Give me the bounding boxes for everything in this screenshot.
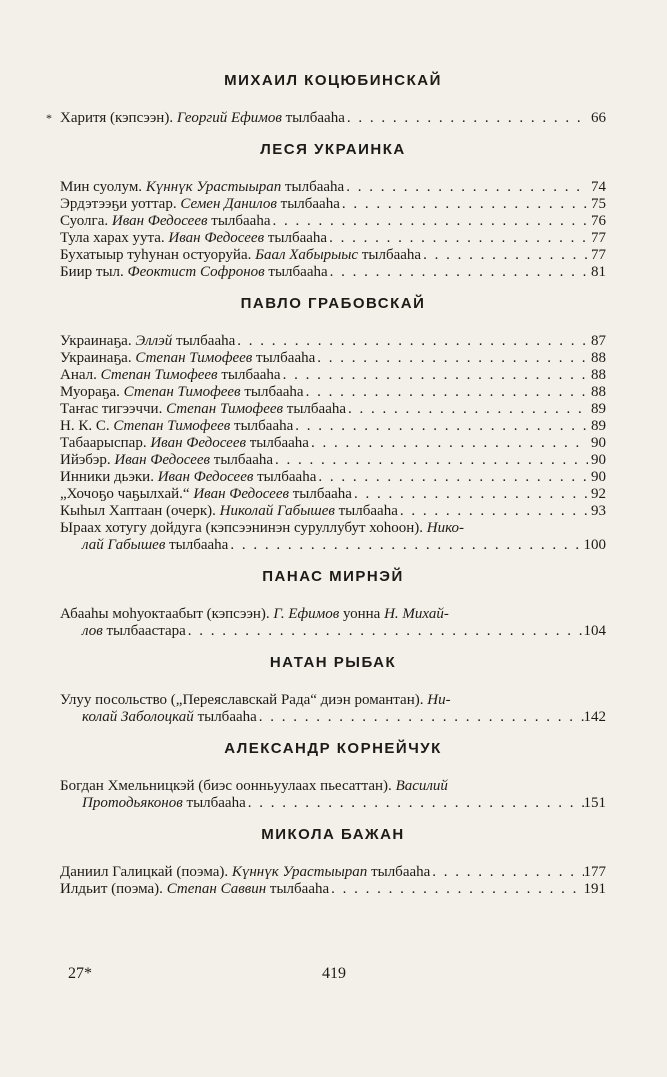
dot-leader bbox=[293, 418, 588, 435]
entry-text bbox=[60, 469, 316, 486]
toc-entry bbox=[60, 881, 606, 898]
dot-leader bbox=[315, 350, 588, 367]
entry-title: Улуу посольство („Переяславскай Рада“ диэн романтан). bbox=[60, 692, 424, 708]
entry-translator: Ни- bbox=[427, 692, 451, 708]
entry-last-line bbox=[60, 623, 606, 640]
entry-suffix: тылбааһа bbox=[269, 881, 330, 897]
dot-leader bbox=[309, 435, 588, 452]
entry-suffix: тылбааһа bbox=[244, 384, 304, 400]
toc-section bbox=[60, 740, 606, 812]
entry-text bbox=[60, 384, 304, 401]
entry-last-line bbox=[60, 795, 606, 812]
toc-entry bbox=[60, 401, 606, 418]
entry-title: Табаарыспар. bbox=[60, 435, 147, 451]
dot-leader bbox=[340, 196, 588, 213]
entry-text bbox=[60, 213, 271, 230]
dot-leader bbox=[328, 264, 588, 281]
entry-page: 100 bbox=[583, 537, 606, 553]
entry-line bbox=[60, 486, 606, 503]
entry-line bbox=[60, 384, 606, 401]
entry-suffix: тылбааһа bbox=[257, 469, 317, 485]
entry-title: Суолга. bbox=[60, 213, 109, 229]
entry-text bbox=[60, 179, 344, 196]
dot-leader bbox=[186, 623, 584, 640]
entry-page: 75 bbox=[591, 196, 606, 212]
dot-leader bbox=[271, 213, 589, 230]
entry-title: Биир тыл. bbox=[60, 264, 124, 280]
entry-first-line bbox=[60, 778, 606, 795]
entry-text bbox=[60, 230, 327, 247]
dot-leader bbox=[281, 367, 588, 384]
toc-entry bbox=[60, 606, 606, 640]
entry-last-line bbox=[60, 537, 606, 554]
entry-translator-continued: Протодьяконов bbox=[82, 795, 183, 811]
toc-section bbox=[46, 72, 606, 127]
entry-suffix: тылбааһа bbox=[197, 709, 257, 725]
toc-entry bbox=[60, 520, 606, 554]
entry-title: Кыһыл Хаптаан (очерк). bbox=[60, 503, 216, 519]
entry-page: 92 bbox=[591, 486, 606, 502]
entry-conjunction: уонна bbox=[342, 606, 381, 622]
entry-page: 90 bbox=[591, 469, 606, 485]
entry-translator: Василий bbox=[395, 778, 448, 794]
entry-translator: Семен Данилов bbox=[180, 196, 277, 212]
entry-suffix: тылбаастара bbox=[106, 623, 186, 639]
dot-leader bbox=[398, 503, 588, 520]
entry-suffix: тылбааһа bbox=[176, 333, 236, 349]
entry-page: 81 bbox=[591, 264, 606, 280]
dot-leader bbox=[430, 864, 583, 881]
entry-title: Илдьит (поэма). bbox=[60, 881, 163, 897]
toc-entry bbox=[60, 864, 606, 881]
toc-entry bbox=[60, 333, 606, 350]
entry-suffix: тылбааһа bbox=[256, 350, 316, 366]
entry-line bbox=[60, 230, 606, 247]
entry-title: Богдан Хмельницкэй (биэс оонньуулаах пьесаттан). bbox=[60, 778, 392, 794]
dot-leader bbox=[235, 333, 588, 350]
entry-title: Тула харах уута. bbox=[60, 230, 165, 246]
toc-section bbox=[60, 826, 606, 898]
toc-section bbox=[60, 568, 606, 640]
entry-title: Эрдэтээҕи уоттар. bbox=[60, 196, 177, 212]
entry-suffix: тылбааһа bbox=[267, 230, 328, 246]
entry-translator: Степан Тимофеев bbox=[113, 418, 231, 434]
entry-suffix: тылбааһа bbox=[292, 486, 352, 502]
toc-entry bbox=[60, 469, 606, 486]
entry-translator: Нико- bbox=[426, 520, 465, 536]
entry-translator: Иван Федосеев bbox=[157, 469, 254, 485]
entry-text bbox=[60, 881, 329, 898]
toc-entry bbox=[60, 213, 606, 230]
toc-entry bbox=[60, 384, 606, 401]
entry-page: 66 bbox=[591, 110, 606, 126]
entry-line bbox=[60, 367, 606, 384]
entry-title: „Хочоҕо чаҕылхай.“ bbox=[60, 486, 190, 502]
entry-list bbox=[60, 778, 606, 812]
section-heading: АЛЕКСАНДР КОРНЕЙЧУК bbox=[224, 740, 442, 757]
entry-text bbox=[60, 367, 281, 384]
entry-translator: Георгий Ефимов bbox=[176, 110, 282, 126]
entry-suffix: тылбааһа bbox=[268, 264, 328, 280]
entry-line bbox=[60, 264, 606, 281]
entry-title: Украинаҕа. bbox=[60, 333, 132, 349]
entry-translator: Иван Федосеев bbox=[150, 435, 246, 451]
entry-list bbox=[60, 179, 606, 281]
entry-text bbox=[82, 623, 186, 640]
entry-translator: Иван Федосеев bbox=[111, 213, 208, 229]
entry-page: 93 bbox=[591, 503, 606, 519]
page-number: 419 bbox=[322, 965, 346, 982]
entry-title: Н. К. С. bbox=[60, 418, 110, 434]
entry-suffix: тылбааһа bbox=[284, 179, 345, 195]
entry-line bbox=[60, 350, 606, 367]
dot-leader bbox=[257, 709, 584, 726]
entry-text bbox=[60, 401, 346, 418]
dot-leader bbox=[327, 230, 588, 247]
entry-translator: Феоктист Софронов bbox=[127, 264, 265, 280]
section-heading: МИХАИЛ КОЦЮБИНСКАЙ bbox=[224, 72, 442, 89]
entry-line bbox=[60, 864, 606, 881]
footnote-star: * bbox=[46, 111, 52, 125]
entry-last-line bbox=[60, 709, 606, 726]
entry-translator: Николай Габышев bbox=[219, 503, 335, 519]
entry-line bbox=[60, 110, 606, 127]
entry-line bbox=[60, 179, 606, 196]
entry-title: Таҥас тигээччи. bbox=[60, 401, 163, 417]
entry-title: Ийэбэр. bbox=[60, 452, 111, 468]
entry-line bbox=[60, 881, 606, 898]
entry-suffix: тылбааһа bbox=[186, 795, 246, 811]
entry-suffix: тылбааһа bbox=[211, 213, 271, 229]
entry-first-line bbox=[60, 520, 606, 537]
entry-suffix: тылбааһа bbox=[371, 864, 431, 880]
entry-translator-continued: лай Габышев bbox=[82, 537, 166, 553]
entry-suffix: тылбааһа bbox=[338, 503, 398, 519]
entry-translator-continued: колай Заболоцкай bbox=[82, 709, 194, 725]
table-of-contents bbox=[46, 72, 606, 912]
toc-entry bbox=[60, 452, 606, 469]
entry-suffix: тылбааһа bbox=[234, 418, 294, 434]
dot-leader bbox=[329, 881, 583, 898]
entry-page: 88 bbox=[591, 384, 606, 400]
entry-suffix: тылбааһа bbox=[169, 537, 229, 553]
entry-suffix: тылбааһа bbox=[249, 435, 309, 451]
entry-text bbox=[60, 452, 273, 469]
entry-text bbox=[60, 864, 430, 881]
entry-text bbox=[60, 110, 345, 127]
entry-page: 89 bbox=[591, 401, 606, 417]
entry-translator: Иван Федосеев bbox=[114, 452, 211, 468]
entry-suffix: тылбааһа bbox=[280, 196, 340, 212]
dot-leader bbox=[273, 452, 588, 469]
entry-page: 142 bbox=[583, 709, 606, 725]
entry-title: Бухатыыр туһунан остуоруйа. bbox=[60, 247, 252, 263]
entry-text bbox=[60, 350, 315, 367]
section-heading: ЛЕСЯ УКРАИНКА bbox=[260, 141, 406, 158]
entry-translator: Степан Тимофеев bbox=[100, 367, 218, 383]
entry-text bbox=[60, 503, 398, 520]
entry-page: 151 bbox=[583, 795, 606, 811]
entry-translator: Күннүк Урастыырап bbox=[145, 179, 282, 195]
entry-page: 177 bbox=[583, 864, 606, 880]
dot-leader bbox=[304, 384, 588, 401]
entry-text bbox=[60, 333, 235, 350]
entry-text bbox=[60, 196, 340, 213]
entry-page: 77 bbox=[591, 230, 606, 246]
entry-page: 87 bbox=[591, 333, 606, 349]
entry-suffix: тылбааһа bbox=[361, 247, 422, 263]
toc-entry bbox=[60, 503, 606, 520]
section-heading: ПАВЛО ГРАБОВСКАЙ bbox=[240, 295, 426, 312]
entry-list bbox=[60, 333, 606, 554]
entry-line bbox=[60, 435, 606, 452]
entry-line bbox=[60, 401, 606, 418]
entry-title: Инники дьэки. bbox=[60, 469, 154, 485]
entry-translator: Степан Тимофеев bbox=[135, 350, 253, 366]
toc-entry bbox=[60, 418, 606, 435]
entry-line bbox=[60, 247, 606, 264]
section-heading: ПАНАС МИРНЭЙ bbox=[262, 568, 404, 585]
signature-mark: 27* bbox=[68, 965, 92, 982]
entry-suffix: тылбааһа bbox=[286, 401, 347, 417]
toc-section bbox=[60, 141, 606, 281]
entry-page: 88 bbox=[591, 367, 606, 383]
entry-translator: Баал Хабырыыс bbox=[255, 247, 359, 263]
toc-entry bbox=[60, 230, 606, 247]
entry-line bbox=[60, 469, 606, 486]
entry-list bbox=[60, 692, 606, 726]
entry-translator: Степан Саввин bbox=[166, 881, 267, 897]
dot-leader bbox=[246, 795, 584, 812]
dot-leader bbox=[344, 179, 588, 196]
entry-text bbox=[82, 709, 257, 726]
toc-entry bbox=[60, 486, 606, 503]
entry-translator: Г. Ефимов bbox=[273, 606, 340, 622]
entry-title: Украинаҕа. bbox=[60, 350, 132, 366]
entry-page: 90 bbox=[591, 452, 606, 468]
entry-line bbox=[60, 418, 606, 435]
entry-page: 74 bbox=[591, 179, 606, 195]
entry-line bbox=[60, 213, 606, 230]
entry-title: Анал. bbox=[60, 367, 97, 383]
entry-suffix: тылбааһа bbox=[213, 452, 274, 468]
toc-entry bbox=[60, 264, 606, 281]
toc-entry bbox=[60, 692, 606, 726]
entry-first-line bbox=[60, 606, 606, 623]
dot-leader bbox=[346, 401, 588, 418]
toc-entry bbox=[46, 110, 606, 127]
entry-translator: Эллэй bbox=[135, 333, 173, 349]
entry-line bbox=[60, 503, 606, 520]
entry-text bbox=[60, 435, 309, 452]
entry-text bbox=[82, 537, 228, 554]
entry-translator-continued: лов bbox=[82, 623, 103, 639]
toc-entry bbox=[60, 179, 606, 196]
entry-title: Абааһы моһуоктаабыт (кэпсээн). bbox=[60, 606, 270, 622]
section-heading: НАТАН РЫБАК bbox=[269, 654, 397, 671]
entry-page: 89 bbox=[591, 418, 606, 434]
entry-translator-2: Н. Михай- bbox=[384, 606, 449, 622]
entry-line bbox=[60, 333, 606, 350]
dot-leader bbox=[228, 537, 583, 554]
toc-entry bbox=[60, 367, 606, 384]
entry-list bbox=[60, 864, 606, 898]
toc-section bbox=[60, 295, 606, 554]
toc-entry bbox=[60, 247, 606, 264]
entry-text bbox=[82, 795, 246, 812]
entry-page: 77 bbox=[591, 247, 606, 263]
entry-line bbox=[60, 452, 606, 469]
toc-entry bbox=[60, 350, 606, 367]
entry-page: 104 bbox=[583, 623, 606, 639]
entry-title: Даниил Галицкай (поэма). bbox=[60, 864, 229, 880]
toc-entry bbox=[60, 778, 606, 812]
dot-leader bbox=[316, 469, 588, 486]
entry-translator: Степан Тимофеев bbox=[123, 384, 241, 400]
entry-text bbox=[60, 418, 293, 435]
entry-title: Муораҕа. bbox=[60, 384, 120, 400]
entry-translator: Иван Федосеев bbox=[193, 486, 289, 502]
entry-suffix: тылбааһа bbox=[221, 367, 281, 383]
entry-text bbox=[60, 264, 328, 281]
entry-page: 76 bbox=[591, 213, 606, 229]
entry-translator: Күннүк Урастыырап bbox=[231, 864, 368, 880]
entry-translator: Иван Федосеев bbox=[168, 230, 265, 246]
entry-line bbox=[60, 196, 606, 213]
entry-page: 191 bbox=[583, 881, 606, 897]
entry-page: 88 bbox=[591, 350, 606, 366]
dot-leader bbox=[421, 247, 588, 264]
entry-title: Мин суолум. bbox=[60, 179, 143, 195]
dot-leader bbox=[345, 110, 588, 127]
entry-page: 90 bbox=[591, 435, 606, 451]
entry-list bbox=[60, 606, 606, 640]
entry-title: Харитя (кэпсээн). bbox=[60, 110, 174, 126]
entry-text bbox=[60, 486, 352, 503]
toc-entry bbox=[60, 196, 606, 213]
toc-section bbox=[60, 654, 606, 726]
entry-translator: Степан Тимофеев bbox=[166, 401, 284, 417]
entry-first-line bbox=[60, 692, 606, 709]
dot-leader bbox=[352, 486, 588, 503]
section-heading: МИКОЛА БАЖАН bbox=[261, 826, 405, 843]
entry-text bbox=[60, 247, 421, 264]
entry-title: Ыраах хотугу дойдуга (кэпсээнинэн суруллубут хоһоон). bbox=[60, 520, 423, 536]
toc-entry bbox=[60, 435, 606, 452]
entry-suffix: тылбааһа bbox=[285, 110, 345, 126]
entry-list bbox=[46, 110, 606, 127]
